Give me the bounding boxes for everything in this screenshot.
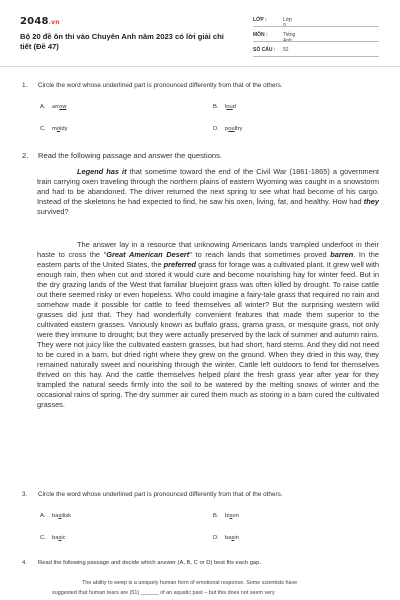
question-2 [22, 151, 222, 160]
question-text: Read the following passage and decide which answer (A, B, C or D) best fits each gap. [38, 560, 261, 566]
question-number: 4. [22, 560, 27, 566]
question-number: 3. [22, 491, 28, 498]
document-header [0, 0, 400, 62]
highlighted-word: they [363, 197, 379, 206]
q1-option-a[interactable]: A. arrow [40, 104, 67, 110]
meta-divider [253, 56, 379, 57]
highlighted-phrase: Legend has it [77, 167, 127, 176]
highlighted-phrase: Great American Desert [106, 250, 190, 259]
q3-option-c[interactable]: C. basic [40, 535, 66, 541]
q1-option-b[interactable]: B. loud [213, 104, 236, 110]
class-value: Lớp [283, 17, 292, 23]
question-text: Read the following passage and answer the questions. [38, 151, 223, 160]
subject-value: Tiếng [283, 32, 296, 38]
q3-option-a[interactable]: A. basilisk [40, 513, 72, 519]
question-4 [22, 560, 261, 566]
passage-4-line-1: The ability to weep is a uniquely human form of emotional response. Some scientists have [82, 580, 298, 586]
question-count-label: SỐ CÂU : [253, 47, 276, 53]
question-3 [22, 491, 283, 498]
q3-option-d[interactable]: D. basin [213, 535, 239, 541]
meta-divider [253, 41, 379, 42]
question-count-value: 52 [283, 47, 289, 53]
q1-option-d[interactable]: D. poultry [213, 126, 243, 132]
class-label: LỚP : [253, 17, 267, 23]
logo-text: 2048 [20, 16, 49, 27]
highlighted-word: preferred [163, 260, 197, 269]
meta-divider [253, 26, 379, 27]
question-number: 2. [22, 151, 29, 160]
question-text: Circle the word whose underlined part is pronounced differently from that of the others. [38, 491, 283, 498]
site-logo[interactable] [20, 16, 60, 27]
q3-option-b[interactable]: B. bison [213, 513, 239, 519]
passage-4-line-2: suggested that human tears are (51) ______ of an aquatic past – but this does not seem very [52, 590, 275, 596]
question-text: Circle the word whose underlined part is pronounced differently from that of the others. [38, 82, 283, 89]
class-meta [253, 17, 292, 23]
question-number: 1. [22, 82, 28, 89]
highlighted-word: barren [330, 250, 354, 259]
q1-option-c[interactable]: C. moldy [40, 126, 68, 132]
header-separator [0, 66, 400, 67]
subject-label: MÔN : [253, 32, 268, 38]
passage-paragraph-1: Legend has it that sometime toward the end of the Civil War (1861-1865) a government train carrying oxen traveling through the northern plains of eastern Wyoming was caught in a snowstorm and had to be abandoned. The driver returned the next spring to see what had become of his cargo. Instead of the skeletons he had expected to find, he saw his oxen, living, fat, and healthy. How had they survived? [37, 167, 379, 216]
subject-meta [253, 32, 296, 38]
question-1 [22, 82, 283, 89]
question-count-meta [253, 47, 289, 53]
logo-tld: .vn [48, 19, 60, 26]
document-title: Bộ 20 đề ôn thi vào Chuyên Anh năm 2023 có lời giải chi tiết (Đề 47) [20, 32, 224, 51]
passage-paragraph-2: The answer lay in a resource that unknowing Americans lands trampled underfoot in their haste to cross the "Great American Desert" to reach lands that sometimes proved barren. In the eastern parts of the United States, the preferred grass for forage was a cultivated plant. It grew well with enough rain, then when cut and stored it would cure and become nourishing hay for winter feed. But in the dry grazing lands of the West that familiar bluejoint grass was often killed by drought. To raise cattle out there seemed risky or even hopeless. Who could imagine a fairy-tale grass that required no rain and somehow made it possible for cattle to feed themselves all winter? But the surprising western wild grasses did just that. They had wonderfully convenient features that made them superior to the cultivated eastern grasses. Variously known as buffalo grass, grama grass, or mesquite grass, not only were they immune to drought; but they were actually preserved by the lack of summer and autumn rains. They were not juicy like the cultivated eastern grasses, but had short, hard stems. And they did not need to be cured in a barn, but dried right where they grew on the ground. When they dried in this way, they remained naturally sweet and nourishing through the winter. Cattle left outdoors to fend for themselves thrived on this hay. And the cattle themselves helped plant the fresh grass year after year for they trampled the natural seeds firmly into the soil to be watered by the melting snows of winter and the occasional rains of spring. The dry summer air cured them much as storing in a barn cured the cultivated grasses. [37, 240, 379, 409]
